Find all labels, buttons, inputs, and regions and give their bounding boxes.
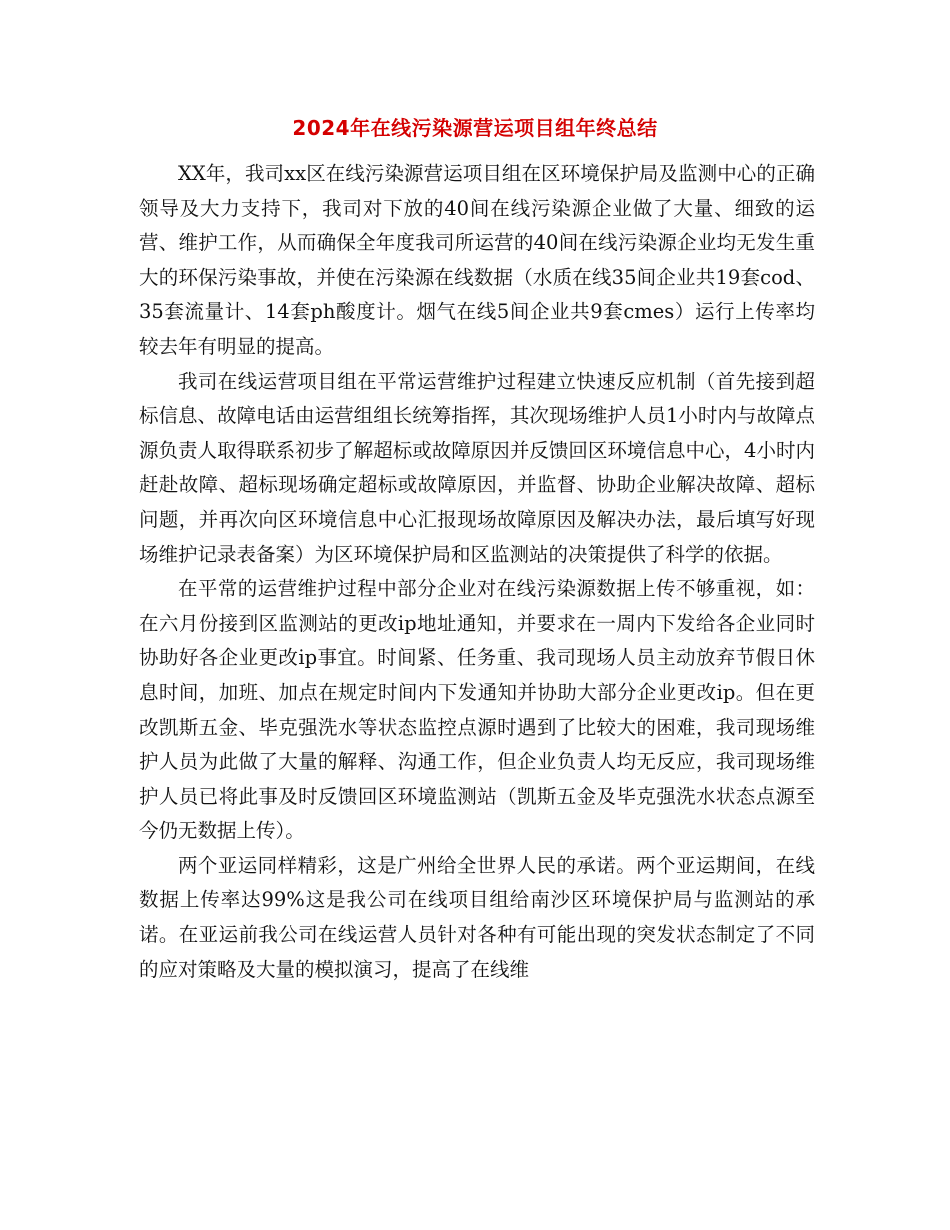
paragraph-1: XX年，我司xx区在线污染源营运项目组在区环境保护局及监测中心的正确领导及大力支持下，我司对下放的40间在线污染源企业做了大量、细致的运营、维护工作，从而确保全年度我司所运营的40间在线污染源企业均无发生重大的环保污染事故，并使在污染源在线数据（水质在线35间企业共19套cod、35套流量计、14套ph酸度计。烟气在线5间企业共9套cmes）运行上传率均较去年有明显的提高。 — [139, 162, 815, 358]
paragraph-3: 在平常的运营维护过程中部分企业对在线污染源数据上传不够重视，如：在六月份接到区监测站的更改ip地址通知，并要求在一周内下发给各企业同时协助好各企业更改ip事宜。时间紧、任务重、我司现场人员主动放弃节假日休息时间，加班、加点在规定时间内下发通知并协助大部分企业更改ip。但在更改凯斯五金、毕克强洗水等状态监控点源时遇到了比较大的困难，我司现场维护人员为此做了大量的解释、沟通工作，但企业负责人均无反应，我司现场维护人员已将此事及时反馈回区环境监测站（凯斯五金及毕克强洗水状态点源至今仍无数据上传）。 — [139, 577, 815, 843]
document-title: 2024年在线污染源营运项目组年终总结 — [292, 116, 658, 140]
paragraph-4: 两个亚运同样精彩，这是广州给全世界人民的承诺。两个亚运期间，在线数据上传率达99%这是我公司在线项目组给南沙区环境保护局与监测站的承诺。在亚运前我公司在线运营人员针对各种有可能出现的突发状态制定了不同的应对策略及大量的模拟演习，提高了在线维 — [139, 853, 815, 981]
document-body — [139, 157, 815, 987]
paragraph-2: 我司在线运营项目组在平常运营维护过程建立快速反应机制（首先接到超标信息、故障电话由运营组组长统筹指挥，其次现场维护人员1小时内与故障点源负责人取得联系初步了解超标或故障原因并反馈回区环境信息中心，4小时内赶赴故障、超标现场确定超标或故障原因，并监督、协助企业解决故障、超标问题，并再次向区环境信息中心汇报现场故障原因及解决办法，最后填写好现场维护记录表备案）为区环境保护局和区监测站的决策提供了科学的依据。 — [139, 369, 815, 566]
